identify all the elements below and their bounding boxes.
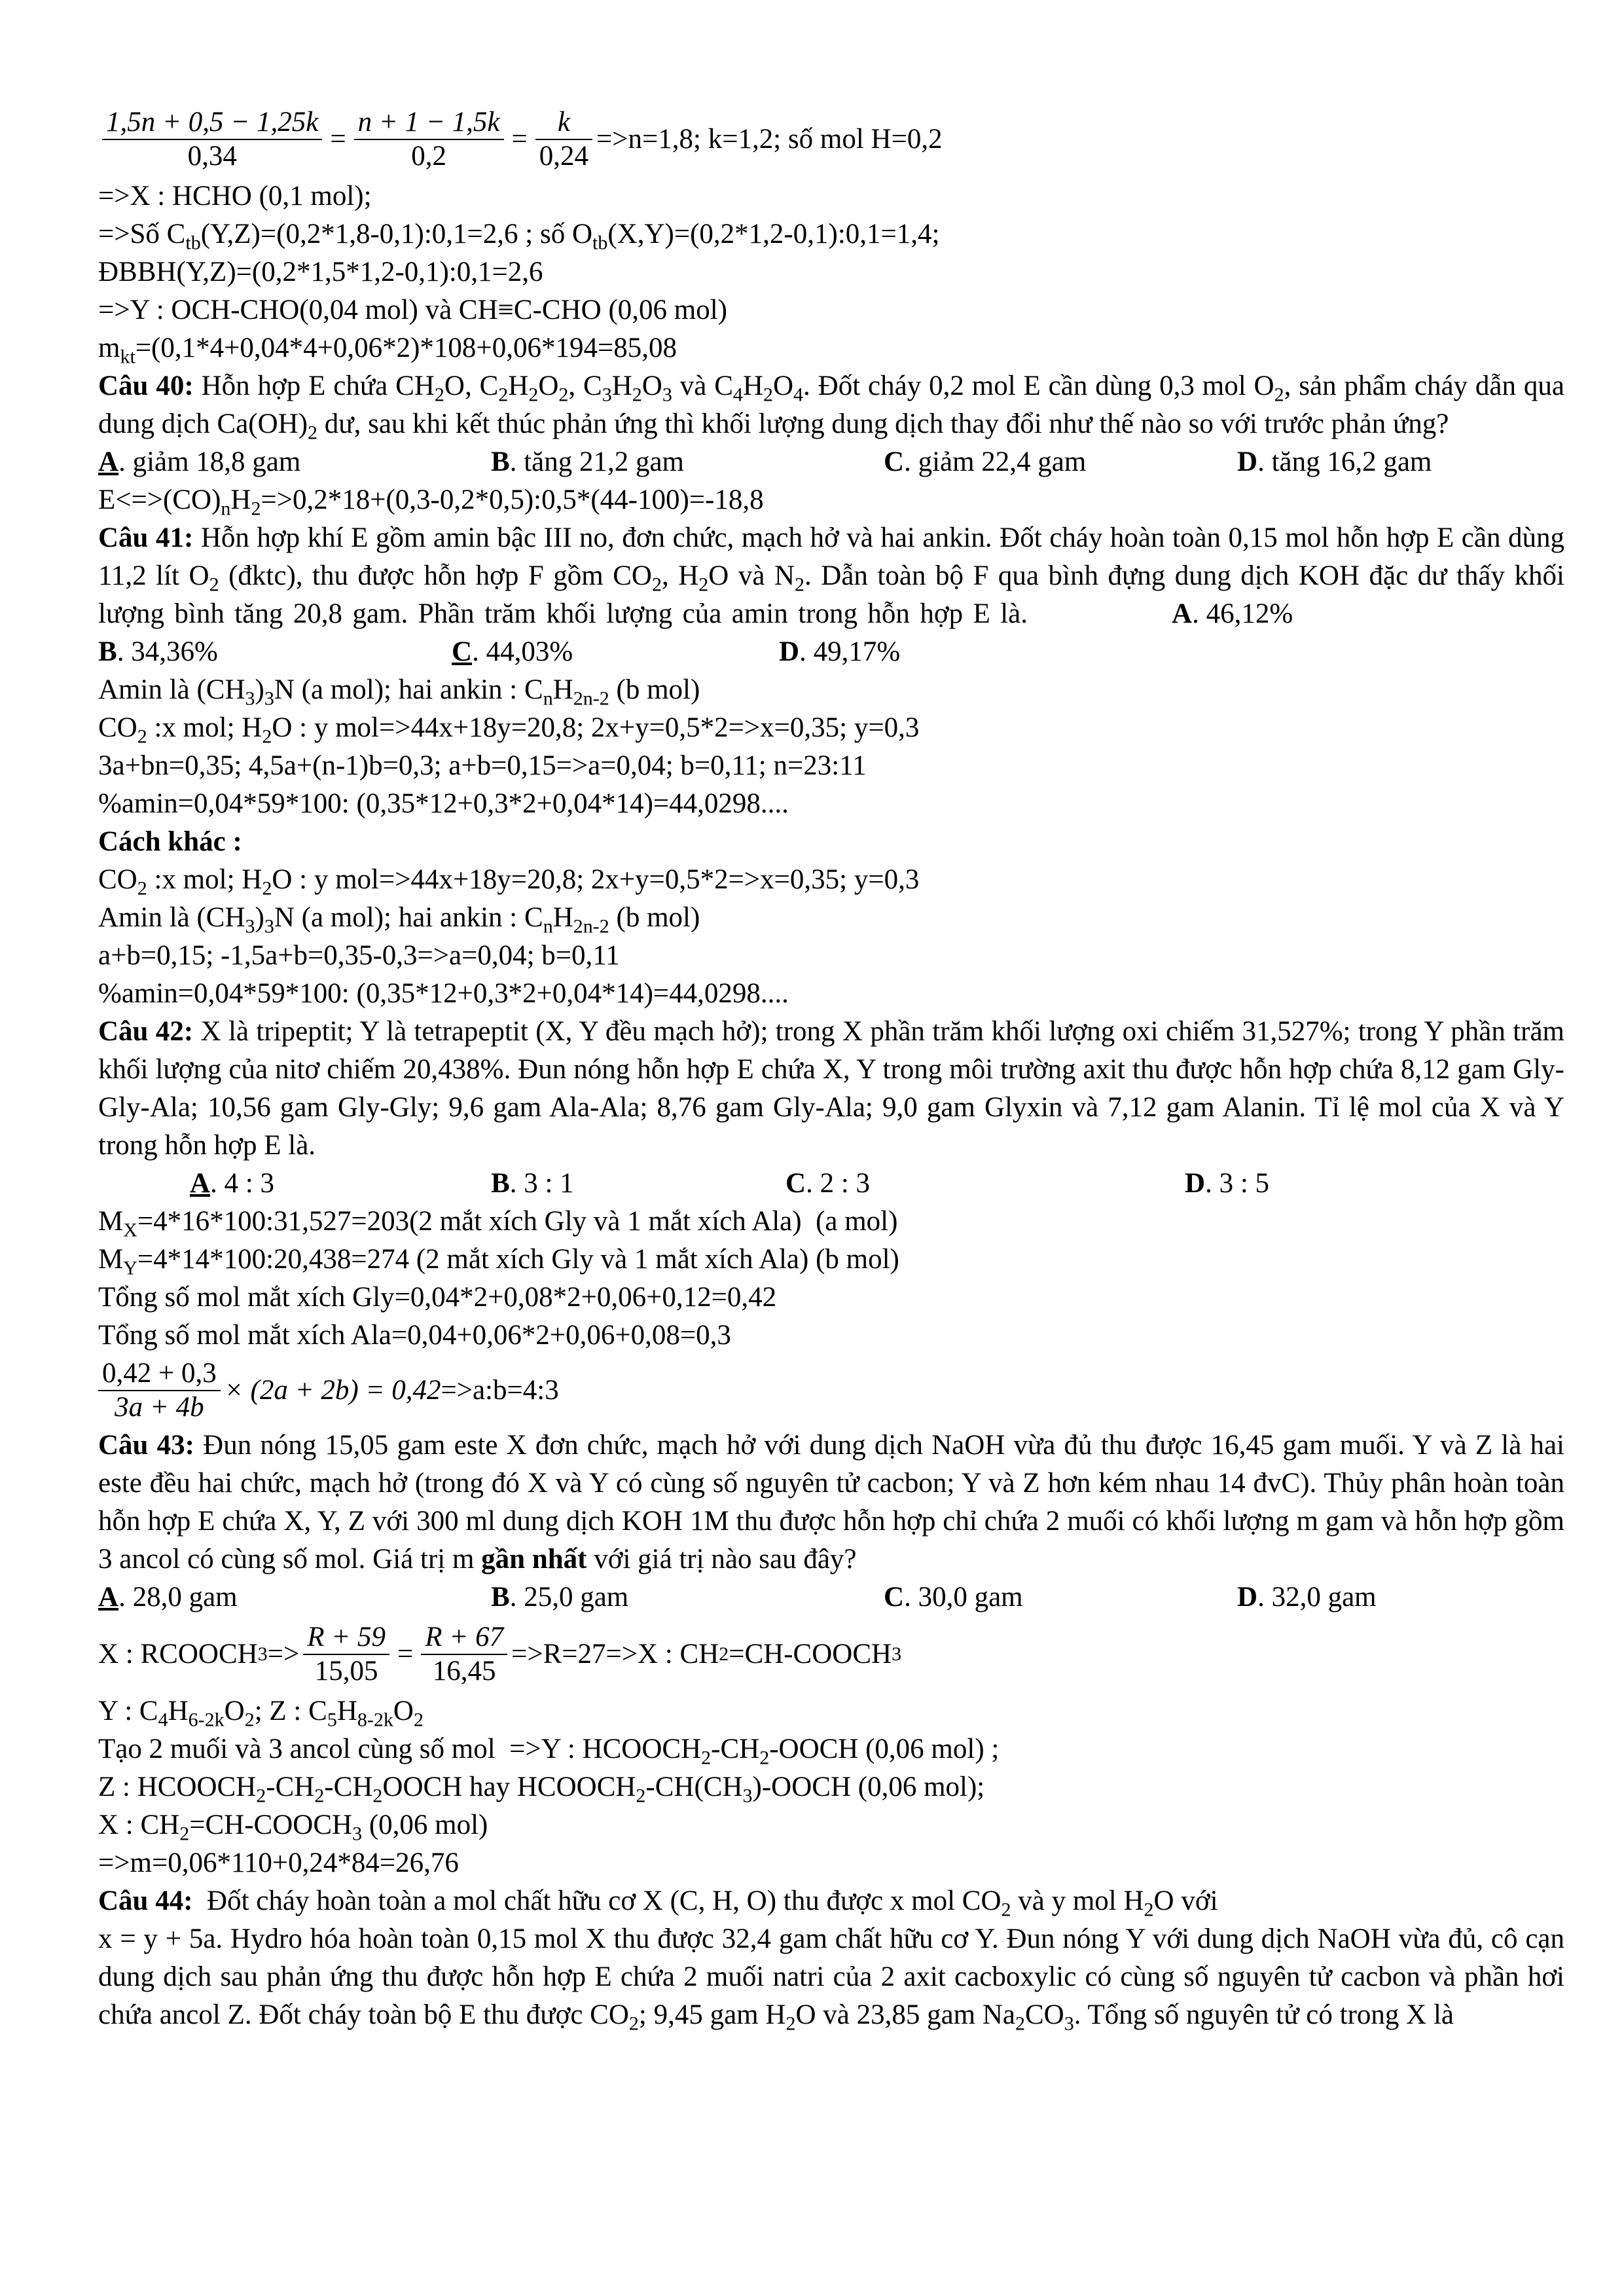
solution-line: Amin là $(CH_3)_3N$ (a mol); hai ankin : $C_nH_{2n-2}$ (b mol) <box>98 902 700 938</box>
option-a: A. giảm 18,8 gam <box>98 446 301 477</box>
solution-line: X : $CH_2=CH-COOCH_3$ (0,06 mol) <box>98 1810 488 1845</box>
question-label: Câu 40: <box>98 371 194 401</box>
equals-sign: = <box>511 124 528 155</box>
option-a: A. 28,0 gam <box>98 1582 238 1613</box>
question-label: Câu 44: <box>98 1886 193 1916</box>
fraction-2-denominator: 0,2 <box>411 141 446 172</box>
solution-line: a+b=0,15; -1,5a+b=0,35-0,3=>a=0,04; b=0,11 <box>98 940 620 971</box>
equation-line-ester: X : RCOOCH 3 => $\frac{R + 59}{15,05}$ = $\frac{R + 67}{16,45}$ =>R=27=>X : CH 2 =CH-COOCH 3 <box>98 1622 902 1686</box>
option-c: C. 2 : 3 <box>785 1168 871 1199</box>
solution-line: $M_X=4*16*100:31,527=203(2$ mắt xích Gly và 1 mắt xích Ala) (a mol) <box>98 1206 898 1241</box>
question-label: Câu 42: <box>98 1016 194 1047</box>
document-page <box>98 101 1564 2034</box>
solution-line: Tạo 2 muối và 3 ancol cùng số mol =>Y : $HCOOCH_2-CH_2$-OOCH (0,06 mol) ; <box>98 1734 1000 1769</box>
solution-line: %amin=0,04*59*100: (0,35*12+0,3*2+0,04*14)=44,0298.... <box>98 978 789 1009</box>
fraction-2 <box>354 106 504 173</box>
solution-line: ĐBBH(Y,Z)=(0,2*1,5*1,2-0,1):0,1=2,6 <box>98 257 543 287</box>
option-a: A. 4 : 3 <box>190 1168 275 1199</box>
answer-options <box>98 443 1564 481</box>
option-b: B. 34,36% <box>98 636 218 667</box>
equation-result: =>a:b=4:3 <box>441 1375 559 1406</box>
option-b: B. tăng 21,2 gam <box>491 446 685 477</box>
question-label: Câu 41: <box>98 522 194 553</box>
option-b: B. 25,0 gam <box>491 1582 629 1613</box>
solution-line: =>Y : OCH-CHO(0,04 mol) và CH≡C-CHO (0,06 mol) <box>98 295 727 325</box>
fraction-ester-2 <box>421 1621 507 1688</box>
fraction-ester-1 <box>303 1621 389 1688</box>
solution-line: $E<=>(CO)_nH_2=>0,2*18+(0,3-0,2*0,5):0,5*(44-100)=-18,8$ <box>98 484 764 520</box>
question-40: Câu 40: Hỗn hợp E chứa $CH_2O$, $C_2H_2O_2$, $C_3H_2O_3$ và $C_4H_2O_4$. Đốt cháy 0,2 mol E cần dùng 0,3 mol $O_2$, sản phẩm cháy dẫn qua dung dịch $Ca(OH)_2$ dư, sau khi kết thúc phản ứng thì khối lượng dung dịch thay đổi như thế nào so với trước phản ứng? <box>98 371 1564 444</box>
fraction-ester-2-denominator: 16,45 <box>432 1656 496 1686</box>
fraction-3-denominator: 0,24 <box>539 141 589 172</box>
solution-line: Y : $C_4H_{6-2k}O_2$; Z : $C_5H_{8-2k}O_2$ <box>98 1696 424 1731</box>
option-d: D. 32,0 gam <box>1237 1582 1377 1613</box>
option-b: B. 3 : 1 <box>491 1168 574 1199</box>
fraction-ester-2-numerator: R + 67 <box>421 1621 507 1655</box>
option-c: C. giảm 22,4 gam <box>884 446 1087 477</box>
fraction-1-numerator: 1,5n + 0,5 − 1,25k <box>102 106 322 140</box>
solution-line: $CO_2$ :x mol; $H_2O$ : y mol=>44x+18y=20,8; 2x+y=0,5*2=>x=0,35; y=0,3 <box>98 864 920 900</box>
equation-result: =>n=1,8; k=1,2; số mol H=0,2 <box>596 124 943 155</box>
fraction-ratio-denominator: 3a + 4b <box>115 1392 204 1423</box>
option-d: D. 49,17% <box>779 636 901 667</box>
solution-line: $m_{kt}=(0,1*4+0,04*4+0,06*2)*108+0,06*194=85,08$ <box>98 333 677 368</box>
option-c: C. 44,03% <box>452 636 573 667</box>
option-d: D. 3 : 5 <box>1185 1168 1270 1199</box>
answer-options <box>98 1578 1564 1616</box>
equation-line-ratio <box>98 1355 1564 1427</box>
fraction-ratio <box>98 1357 221 1424</box>
option-a: A. 46,12% <box>1172 598 1293 629</box>
emphasis: gần nhất <box>481 1544 587 1575</box>
fraction-ester-1-numerator: R + 59 <box>303 1621 389 1655</box>
fraction-3 <box>535 106 592 173</box>
solution-line: $CO_2$ :x mol; $H_2O$ : y mol=>44x+18y=20,8; 2x+y=0,5*2=>x=0,35; y=0,3 <box>98 712 920 748</box>
fraction-3-numerator: k <box>535 106 592 140</box>
solution-line: =>Số $C_{tb}(Y,Z)=(0,2*1,8-0,1):0,1=2,6$ ; số $O_{tb}(X,Y)=(0,2*1,2-0,1):0,1=1,4$; <box>98 219 940 254</box>
solution-line: $M_Y=4*14*100:20,438=274$ (2 mắt xích Gly và 1 mắt xích Ala) (b mol) <box>98 1244 899 1279</box>
option-c: C. 30,0 gam <box>884 1582 1023 1613</box>
question-41: Câu 41: Hỗn hợp khí E gồm amin bậc III no, đơn chức, mạch hở và hai ankin. Đốt cháy hoàn toàn 0,15 mol hỗn hợp E cần dùng 11,2 lít $O_2$ (đktc), thu được hỗn hợp F gồm $CO_2$, $H_2O$ và $N_2$. Dẫn toàn bộ F qua bình đựng dung dịch KOH đặc dư thấy khối lượng bình tăng 20,8 gam. Phần trăm khối lượng của amin trong hỗn hợp E là. A. 46,12%B. 34,36% C. 44,03% D. 49,17% <box>98 519 1564 671</box>
solution-line: Z : $HCOOCH_2-CH_2-CH_2OOCH$ hay $HCOOCH_2-CH(CH_3)$-OOCH (0,06 mol); <box>98 1772 985 1807</box>
solution-line: %amin=0,04*59*100: (0,35*12+0,3*2+0,04*14)=44,0298.... <box>98 788 789 819</box>
solution-line: 3a+bn=0,35; 4,5a+(n-1)b=0,3; a+b=0,15=>a=0,04; b=0,11; n=23:11 <box>98 750 867 781</box>
question-43: Câu 43: Đun nóng 15,05 gam este X đơn chức, mạch hở với dung dịch NaOH vừa đủ thu được 16,45 gam muối. Y và Z là hai este đều hai chức, mạch hở (trong đó X và Y có cùng số nguyên tử cacbon; Y và Z hơn kém nhau 14 đvC). Thủy phân hoàn toàn hỗn hợp E chứa X, Y, Z với 300 ml dung dịch KOH 1M thu được hỗn hợp chỉ chứa 2 muối có khối lượng m gam và hỗn hợp gồm 3 ancol có cùng số mol. Giá trị m gần nhất với giá trị nào sau đây? <box>98 1430 1564 1575</box>
solution-line: =>X : HCHO (0,1 mol); <box>98 181 372 211</box>
equals-sign: = <box>330 124 346 155</box>
solution-line: =>m=0,06*110+0,24*84=26,76 <box>98 1848 459 1878</box>
answer-options <box>98 1165 1564 1203</box>
question-44: x = y + 5a. Hydro hóa hoàn toàn 0,15 mol X thu được 32,4 gam chất hữu cơ Y. Đun nóng Y với dung dịch NaOH vừa đủ, cô cạn dung dịch sau phản ứng thu được hỗn hợp E chứa 2 muối natri của 2 axit cacboxylic có cùng số nguyên tử cacbon và phần hơi chứa ancol Z. Đốt cháy toàn bộ E thu được $CO_2$; 9,45 gam $H_2O$ và 23,85 gam $Na_2CO_3$. Tổng số nguyên tử có trong X là <box>98 1923 1564 2035</box>
alternative-heading: Cách khác : <box>98 826 242 857</box>
question-44-first-line: Câu 44: Đốt cháy hoàn toàn a mol chất hữu cơ X (C, H, O) thu được x mol $CO_2$ và y mol $H_2O$ với <box>98 1886 1218 1921</box>
option-d: D. tăng 16,2 gam <box>1237 446 1432 477</box>
equation-middle: × (2a + 2b) = 0,42 <box>224 1375 441 1406</box>
fraction-ratio-numerator: 0,42 + 0,3 <box>98 1357 221 1391</box>
question-42: Câu 42: X là tripeptit; Y là tetrapeptit (X, Y đều mạch hở); trong X phần trăm khối lượng oxi chiếm 31,527%; trong Y phần trăm khối lượng của nitơ chiếm 20,438%. Đun nóng hỗn hợp E chứa X, Y trong môi trường axit thu được hỗn hợp chứa 8,12 gam Gly-Gly-Ala; 10,56 gam Gly-Gly; 9,6 gam Ala-Ala; 8,76 gam Gly-Ala; 9,0 gam Glyxin và 7,12 gam Alanin. Tỉ lệ mol của X và Y trong hỗn hợp E là. <box>98 1016 1564 1161</box>
fraction-2-numerator: n + 1 − 1,5k <box>354 106 504 140</box>
question-label: Câu 43: <box>98 1430 194 1461</box>
fraction-1 <box>102 106 322 173</box>
fraction-1-denominator: 0,34 <box>187 141 237 172</box>
equation-line-1 <box>98 101 1564 177</box>
fraction-ester-1-denominator: 15,05 <box>314 1656 378 1686</box>
solution-line: Amin là $(CH_3)_3N$ (a mol); hai ankin : $C_nH_{2n-2}$ (b mol) <box>98 674 700 710</box>
solution-line: Tổng số mol mắt xích Ala=0,04+0,06*2+0,06+0,08=0,3 <box>98 1320 731 1351</box>
solution-line: Tổng số mol mắt xích Gly=0,04*2+0,08*2+0,06+0,12=0,42 <box>98 1282 777 1313</box>
